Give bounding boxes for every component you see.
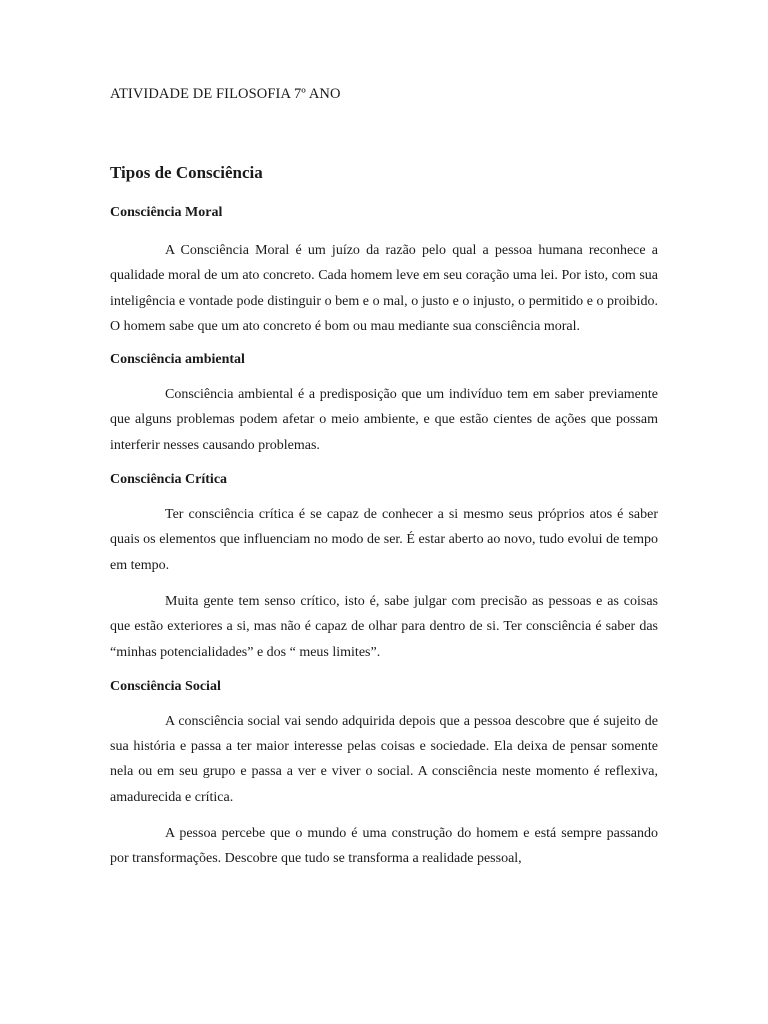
paragraph-moral: A Consciência Moral é um juízo da razão pelo qual a pessoa humana reconhece a qualidade moral de um ato concreto. Cada homem leve em seu coração uma lei. Por isto, com sua inteligência e vontade pode distinguir o bem e o mal, o justo e o injusto, o permitido e o proibido. O homem sabe que um ato concreto é bom ou mau mediante sua consciência moral. (110, 243, 658, 334)
paragraph-social-1: A consciência social vai sendo adquirida depois que a pessoa descobre que é sujeito de sua história e passa a ter maior interesse pelas coisas e sociedade. Ela deixa de pensar somente nela ou em seu grupo e passa a ver e viver o social. A consciência neste momento é reflexiva, amadurecida e crítica. (110, 713, 658, 805)
section-heading-ambiental: Consciência ambiental (110, 352, 245, 368)
paragraph-ambiental: Consciência ambiental é a predisposição que um indivíduo tem em saber previamente que alguns problemas podem afetar o meio ambiente, e que estão cientes de ações que possam interferir nesses causando problemas. (110, 387, 658, 453)
section-heading-critica: Consciência Crítica (110, 472, 228, 488)
document-title: Tipos de Consciência (110, 163, 263, 182)
paragraph-social-2: A pessoa percebe que o mundo é uma construção do homem e está sempre passando por transformações. Descobre que tudo se transforma a realidade pessoal, (110, 826, 658, 867)
document-content (110, 84, 658, 872)
section-heading-social: Consciência Social (110, 678, 221, 694)
paragraph-critica-1: Ter consciência crítica é se capaz de conhecer a si mesmo seus próprios atos é saber quais os elementos que influenciam no modo de ser. É estar aberto ao novo, tudo evolui de tempo em tempo. (110, 507, 658, 573)
section-heading-moral: Consciência Moral (110, 205, 223, 220)
document-header: ATIVIDADE DE FILOSOFIA 7º ANO (110, 86, 341, 102)
paragraph-critica-2: Muita gente tem senso crítico, isto é, sabe julgar com precisão as pessoas e as coisas que estão exteriores a si, mas não é capaz de olhar para dentro de si. Ter consciência é saber das “minhas potencialidades” e dos “ meus limites”. (110, 593, 658, 660)
